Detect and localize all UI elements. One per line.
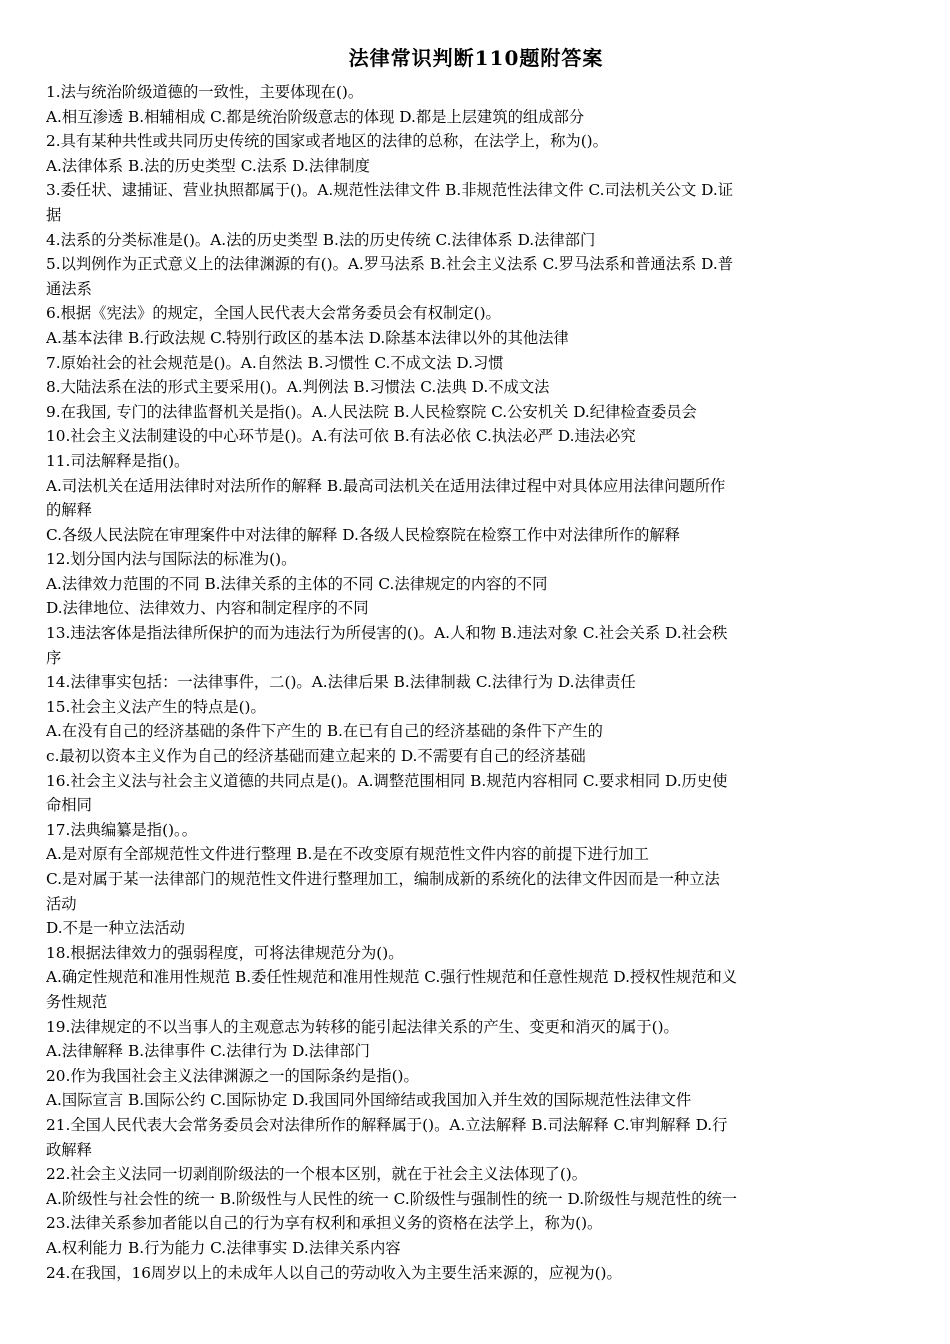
document-title: 法律常识判断110题附答案 (348, 46, 604, 70)
text-line: A.在没有自己的经济基础的条件下产生的 B.在已有自己的经济基础的条件下产生的 (46, 722, 603, 741)
text-line: A.基本法律 B.行政法规 C.特别行政区的基本法 D.除基本法律以外的其他法律 (46, 328, 569, 347)
text-line: 务性规范 (46, 992, 108, 1011)
text-line: A.司法机关在适用法律时对法所作的解释 B.最高司法机关在适用法律过程中对具体应用法律问题所作 (46, 476, 726, 495)
question-list (46, 80, 906, 1285)
text-line: 13.违法客体是指法律所保护的而为违法行为所侵害的()。A.人和物 B.违法对象 C.社会关系 D.社会秩 (46, 624, 728, 643)
text-line: 12.划分国内法与国际法的标准为()。 (46, 550, 297, 569)
text-line: D.法律地位、法律效力、内容和制定程序的不同 (46, 599, 369, 618)
text-line: D.不是一种立法活动 (46, 919, 185, 938)
text-line: 11.司法解释是指()。 (46, 451, 190, 470)
text-line: A.法律解释 B.法律事件 C.法律行为 D.法律部门 (46, 1042, 370, 1061)
text-line: 14.法律事实包括：一法律事件，二()。A.法律后果 B.法律制裁 C.法律行为 D.法律责任 (46, 673, 636, 692)
text-line: 23.法律关系参加者能以自己的行为享有权利和承担义务的资格在法学上，称为()。 (46, 1214, 603, 1233)
text-line: 5.以判例作为正式意义上的法律渊源的有()。A.罗马法系 B.社会主义法系 C.罗马法系和普通法系 D.普 (46, 255, 734, 274)
text-line: 17.法典编纂是指()。。 (46, 820, 197, 839)
text-line: 21.全国人民代表大会常务委员会对法律所作的解释属于()。A.立法解释 B.司法解释 C.审判解释 D.行 (46, 1115, 728, 1134)
text-line: A.权利能力 B.行为能力 C.法律事实 D.法律关系内容 (46, 1238, 401, 1257)
text-line: A.阶级性与社会性的统一 B.阶级性与人民性的统一 C.阶级性与强制性的统一 D.阶级性与规范性的统一 (46, 1189, 738, 1208)
text-line: 20.作为我国社会主义法律渊源之一的国际条约是指()。 (46, 1066, 419, 1085)
text-line: 政解释 (46, 1140, 92, 1159)
text-line: A.确定性规范和准用性规范 B.委任性规范和准用性规范 C.强行性规范和任意性规范 D.授权性规范和义 (46, 968, 738, 987)
text-line: C.各级人民法院在审理案件中对法律的解释 D.各级人民检察院在检察工作中对法律所作的解释 (46, 525, 681, 544)
text-line: 16.社会主义法与社会主义道德的共同点是()。A.调整范围相同 B.规范内容相同 C.要求相同 D.历史使 (46, 771, 728, 790)
text-line: 4.法系的分类标准是()。A.法的历史类型 B.法的历史传统 C.法律体系 D.法律部门 (46, 230, 596, 249)
text-line: 据 (46, 205, 62, 224)
text-line: 15.社会主义法产生的特点是()。 (46, 697, 266, 716)
text-line: 活动 (46, 894, 77, 913)
text-line: A.法律效力范围的不同 B.法律关系的主体的不同 C.法律规定的内容的不同 (46, 574, 548, 593)
text-line: 的解释 (46, 501, 92, 520)
text-line: 10.社会主义法制建设的中心环节是()。A.有法可依 B.有法必依 C.执法必严 D.违法必究 (46, 427, 636, 446)
text-line: 9.在我国, 专门的法律监督机关是指()。A.人民法院 B.人民检察院 C.公安机关 D.纪律检查委员会 (46, 402, 697, 421)
text-line: A.国际宣言 B.国际公约 C.国际协定 D.我国同外国缔结或我国加入并生效的国际规范性法律文件 (46, 1091, 692, 1110)
text-line: 19.法律规定的不以当事人的主观意志为转移的能引起法律关系的产生、变更和消灭的属于()。 (46, 1017, 679, 1036)
text-line: 1.法与统治阶级道德的一致性，主要体现在()。 (46, 83, 364, 101)
text-line: 8.大陆法系在法的形式主要采用()。A.判例法 B.习惯法 C.法典 D.不成文法 (46, 378, 550, 397)
text-line: A.法律体系 B.法的历史类型 C.法系 D.法律制度 (46, 156, 370, 175)
text-line: 6.根据《宪法》的规定，全国人民代表大会常务委员会有权制定()。 (46, 304, 501, 323)
text-line: 2.具有某种共性或共同历史传统的国家或者地区的法律的总称，在法学上，称为()。 (46, 132, 608, 151)
text-line: c.最初以资本主义作为自己的经济基础而建立起来的 D.不需要有自己的经济基础 (46, 747, 586, 766)
text-line: 3.委任状、逮捕证、营业执照都属于()。A.规范性法律文件 B.非规范性法律文件 C.司法机关公文 D.证 (46, 181, 734, 200)
text-line: 通法系 (46, 279, 92, 298)
text-line: 序 (46, 648, 62, 667)
text-line: 22.社会主义法同一切剥削阶级法的一个根本区别，就在于社会主义法体现了()。 (46, 1165, 588, 1184)
text-line: 18.根据法律效力的强弱程度，可将法律规范分为()。 (46, 943, 404, 962)
text-line: 24.在我国，16周岁以上的未成年人以自己的劳动收入为主要生活来源的，应视为()。 (46, 1263, 622, 1282)
text-line: A.是对原有全部规范性文件进行整理 B.是在不改变原有规范性文件内容的前提下进行加工 (46, 845, 649, 864)
text-line: 命相同 (46, 796, 92, 815)
text-line: 7.原始社会的社会规范是()。A.自然法 B.习惯性 C.不成文法 D.习惯 (46, 353, 504, 372)
text-line: C.是对属于某一法律部门的规范性文件进行整理加工，编制成新的系统化的法律文件因而是一种立法 (46, 870, 720, 888)
text-line: A.相互渗透 B.相辅相成 C.都是统治阶级意志的体现 D.都是上层建筑的组成部分 (46, 107, 585, 126)
